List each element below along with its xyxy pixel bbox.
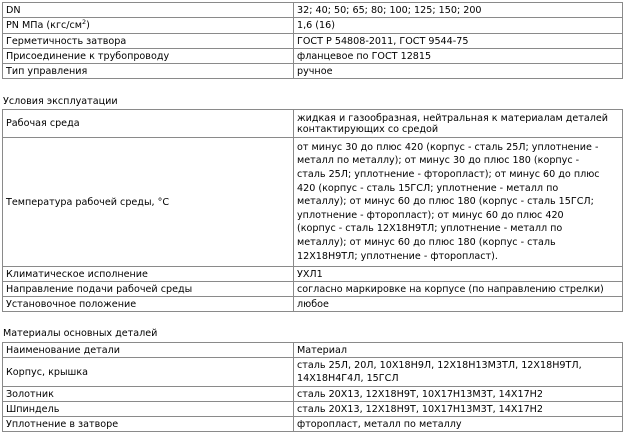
value-line: металлу); от минус 60 до плюс 180 (корпус - сталь 15ГСЛ; (297, 196, 594, 208)
table-row (3, 138, 623, 267)
part-material (294, 358, 623, 387)
part-name: Уплотнение в затворе (3, 417, 294, 432)
value-line: контактирующих со средой (297, 123, 439, 135)
spec-key-prefix: PN МПа (кгс/см (6, 20, 83, 31)
condition-value: согласно маркировке на корпусе (по направлению стрелки) (294, 282, 623, 297)
table-row (3, 358, 623, 387)
table-row (3, 18, 623, 34)
table-row (3, 34, 623, 49)
section-title-operating-conditions: Условия эксплуатации (3, 96, 118, 107)
spec-key: Тип управления (3, 64, 294, 79)
table-row (3, 64, 623, 79)
spec-value: ручное (294, 64, 623, 79)
condition-value: УХЛ1 (294, 267, 623, 282)
condition-value: любое (294, 297, 623, 312)
table-row (3, 297, 623, 312)
part-material: сталь 20Х13, 12Х18Н9Т, 10Х17Н13М3Т, 14Х17Н2 (294, 387, 623, 402)
spec-value: фланцевое по ГОСТ 12815 (294, 49, 623, 64)
value-line: сталь 25Л; уплотнение - фторопласт); от минус 60 до плюс (297, 169, 600, 181)
part-name: Корпус, крышка (3, 358, 294, 387)
condition-value (294, 138, 623, 267)
value-line: (корпус - сталь 12Х18Н9ТЛ; уплотнение - металл по (297, 223, 563, 235)
part-material: сталь 20Х13, 12Х18Н9Т, 10Х17Н13М3Т, 14Х17Н2 (294, 402, 623, 417)
condition-key: Установочное положение (3, 297, 294, 312)
table-row (3, 402, 623, 417)
spec-key-suffix: ) (86, 20, 90, 31)
spec-key-superscript: 2 (82, 17, 87, 26)
table-row (3, 49, 623, 64)
part-name: Шпиндель (3, 402, 294, 417)
part-name: Золотник (3, 387, 294, 402)
condition-key: Направление подачи рабочей среды (3, 282, 294, 297)
table-row (3, 387, 623, 402)
value-line: металл по металлу); от минус 30 до плюс 180 (корпус - (297, 155, 580, 167)
value-line: сталь 25Л, 20Л, 10Х18Н9Л, 12Х18Н13М3ТЛ, 12Х18Н9ТЛ, (297, 360, 582, 371)
table-row (3, 282, 623, 297)
operating-conditions-table (2, 109, 623, 312)
condition-key: Климатическое исполнение (3, 267, 294, 282)
condition-value (294, 110, 623, 138)
spec-key: DN (3, 3, 294, 18)
spec-key: Присоединение к трубопроводу (3, 49, 294, 64)
spec-value: 1,6 (16) (294, 18, 623, 34)
column-header-part: Наименование детали (3, 343, 294, 358)
part-material: фторопласт, металл по металлу (294, 417, 623, 432)
spec-key (3, 18, 294, 34)
value-line: 420 (корпус - сталь 15ГСЛ; уплотнение - металл по (297, 182, 559, 194)
table-row (3, 110, 623, 138)
spec-key: Герметичность затвора (3, 34, 294, 49)
section-title-materials: Материалы основных деталей (3, 328, 158, 339)
value-line: металлу); от минус 60 до плюс 180 (корпус - сталь (297, 236, 556, 248)
value-line: 14Х18Н4Г4Л, 15ГСЛ (297, 373, 399, 384)
spec-value: ГОСТ Р 54808-2011, ГОСТ 9544-75 (294, 34, 623, 49)
materials-table (2, 342, 623, 432)
value-line: уплотнение - фторопласт); от минус 60 до плюс 420 (297, 209, 564, 221)
value-line: от минус 30 до плюс 420 (корпус - сталь 25Л; уплотнение - (297, 141, 599, 153)
condition-key: Рабочая среда (3, 110, 294, 138)
table-row (3, 3, 623, 18)
table-row (3, 417, 623, 432)
table-header-row (3, 343, 623, 358)
table-row (3, 267, 623, 282)
column-header-material: Материал (294, 343, 623, 358)
value-line: жидкая и газообразная, нейтральная к материалам деталей (297, 112, 609, 124)
condition-key: Температура рабочей среды, °С (3, 138, 294, 267)
spec-table (2, 2, 623, 79)
spec-value: 32; 40; 50; 65; 80; 100; 125; 150; 200 (294, 3, 623, 18)
value-line: 12Х18Н9ТЛ; уплотнение - фторопласт). (297, 250, 498, 262)
